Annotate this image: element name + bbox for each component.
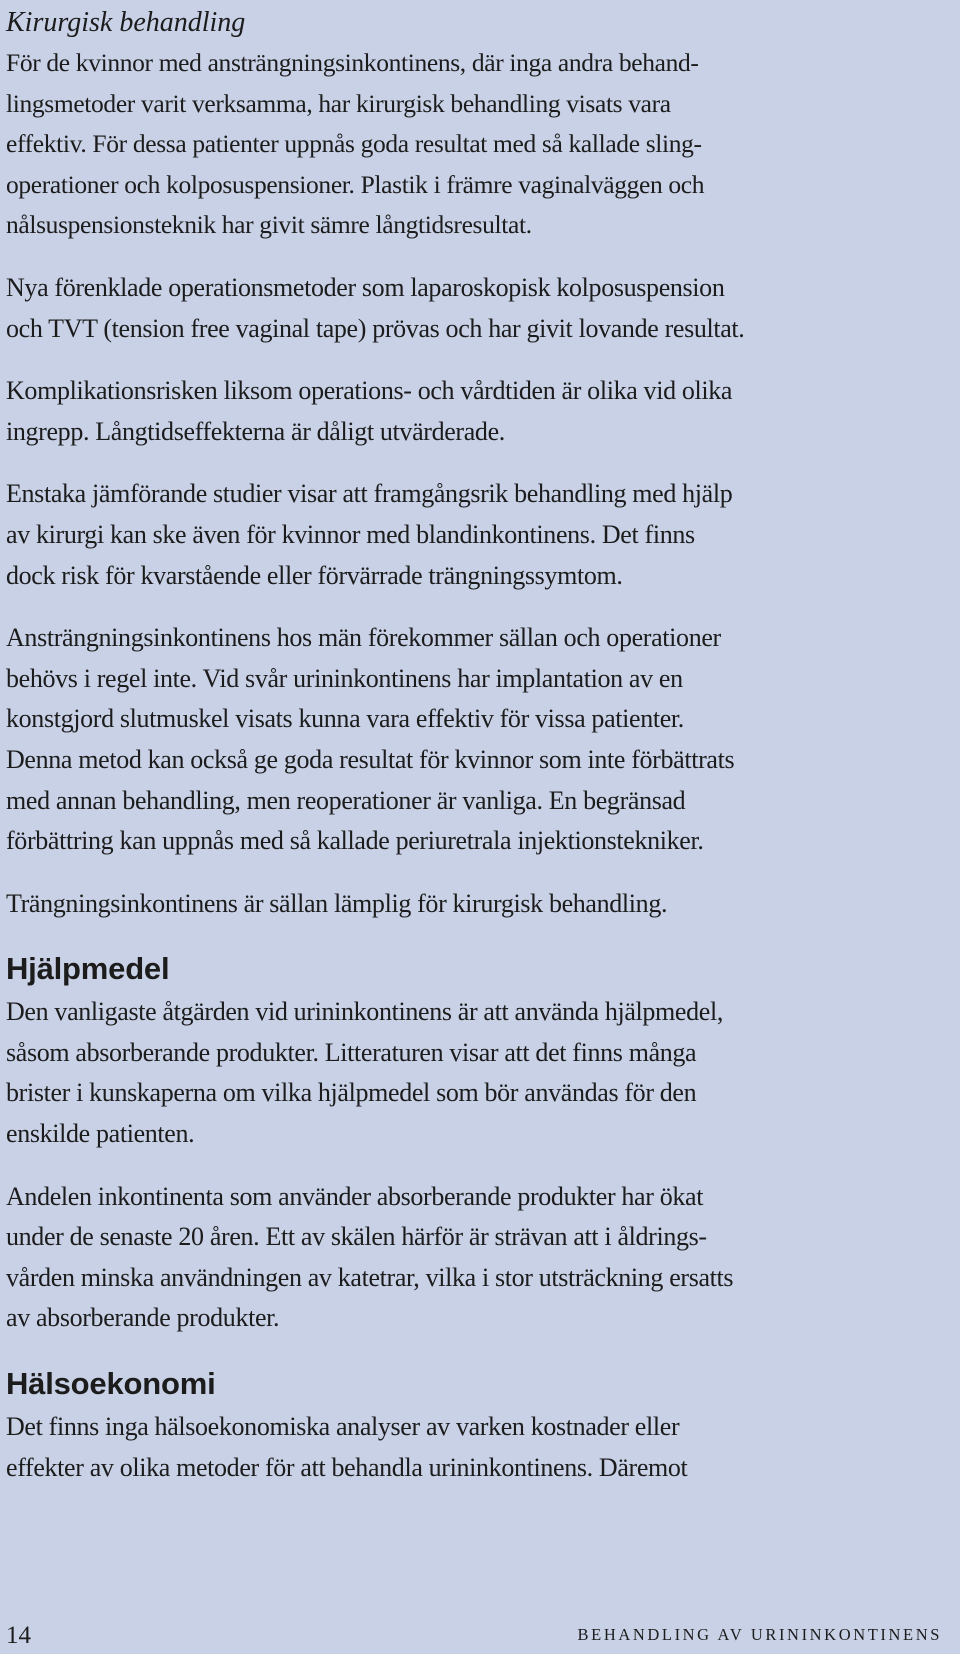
text-line: konstgjord slutmuskel visats kunna vara effektiv för vissa patienter. [6,704,684,734]
heading-halsoekonomi: Hälsoekonomi [6,1366,216,1402]
text-line: Andelen inkontinenta som använder absorberande produkter har ökat [6,1181,704,1211]
heading-hjalpmedel: Hjälpmedel [6,951,170,987]
text-line: Komplikationsrisken liksom operations- och vårdtiden är olika vid olika [6,376,733,406]
text-line: och TVT (tension free vaginal tape) prövas och har givit lovande resultat. [6,313,745,343]
text-line: av absorberande produkter. [6,1303,280,1333]
paragraph [6,1407,954,1488]
text-line: Enstaka jämförande studier visar att framgångsrik behandling med hjälp [6,479,733,509]
text-line: Ansträngningsinkontinens hos män förekommer sällan och operationer [6,623,721,653]
paragraph [6,884,954,925]
text-line: dock risk för kvarstående eller förvärrade trängningssymtom. [6,560,623,590]
paragraph [6,618,954,862]
text-line: behövs i regel inte. Vid svår urininkontinens har implantation av en [6,663,683,693]
text-line: Det finns inga hälsoekonomiska analyser av varken kostnader eller [6,1412,680,1442]
page-number: 14 [6,1622,31,1649]
text-line: För de kvinnor med ansträngningsinkontinens, där inga andra behand- [6,48,699,77]
paragraph [6,268,954,349]
text-line: förbättring kan uppnås med så kallade periuretrala injektionstekniker. [6,826,704,856]
text-line: av kirurgi kan ske även för kvinnor med blandinkontinens. Det finns [6,519,695,549]
text-line: nålsuspensionsteknik har givit sämre långtidsresultat. [6,210,532,240]
text-line: brister i kunskaperna om vilka hjälpmedel som bör användas för den [6,1078,697,1108]
text-line: Trängningsinkontinens är sällan lämplig för kirurgisk behandling. [6,888,668,918]
text-line: lingsmetoder varit verksamma, har kirurgisk behandling visats vara [6,88,671,118]
text-line: ingrepp. Långtidseffekterna är dåligt utvärderade. [6,416,505,446]
text-line: Nya förenklade operationsmetoder som laparoskopisk kolposuspension [6,272,725,302]
text-line: effekter av olika metoder för att behandla urininkontinens. Däremot [6,1452,688,1482]
paragraph [6,1177,954,1339]
text-line: under de senaste 20 åren. Ett av skälen härför är strävan att i åldrings- [6,1222,707,1252]
text-line: Denna metod kan också ge goda resultat för kvinnor som inte förbättrats [6,744,735,774]
paragraph [6,992,954,1154]
subheading-kirurgisk-behandling: Kirurgisk behandling [6,7,246,38]
document-page [6,0,954,1488]
paragraph [6,474,954,596]
text-line: med annan behandling, men reoperationer är vanliga. En begränsad [6,785,686,815]
running-title: BEHANDLING AV URININKONTINENS [577,1625,942,1644]
text-line: vården minska användningen av katetrar, vilka i stor utsträckning ersatts [6,1262,734,1292]
text-line: Den vanligaste åtgärden vid urininkontinens är att använda hjälpmedel, [6,997,723,1027]
text-line: operationer och kolposuspensioner. Plastik i främre vaginalväggen och [6,169,705,199]
paragraph [6,371,954,452]
text-line: såsom absorberande produkter. Litteraturen visar att det finns många [6,1037,697,1067]
text-line: effektiv. För dessa patienter uppnås goda resultat med så kallade sling- [6,129,702,159]
text-line: enskilde patienten. [6,1119,195,1149]
paragraph [6,43,954,246]
